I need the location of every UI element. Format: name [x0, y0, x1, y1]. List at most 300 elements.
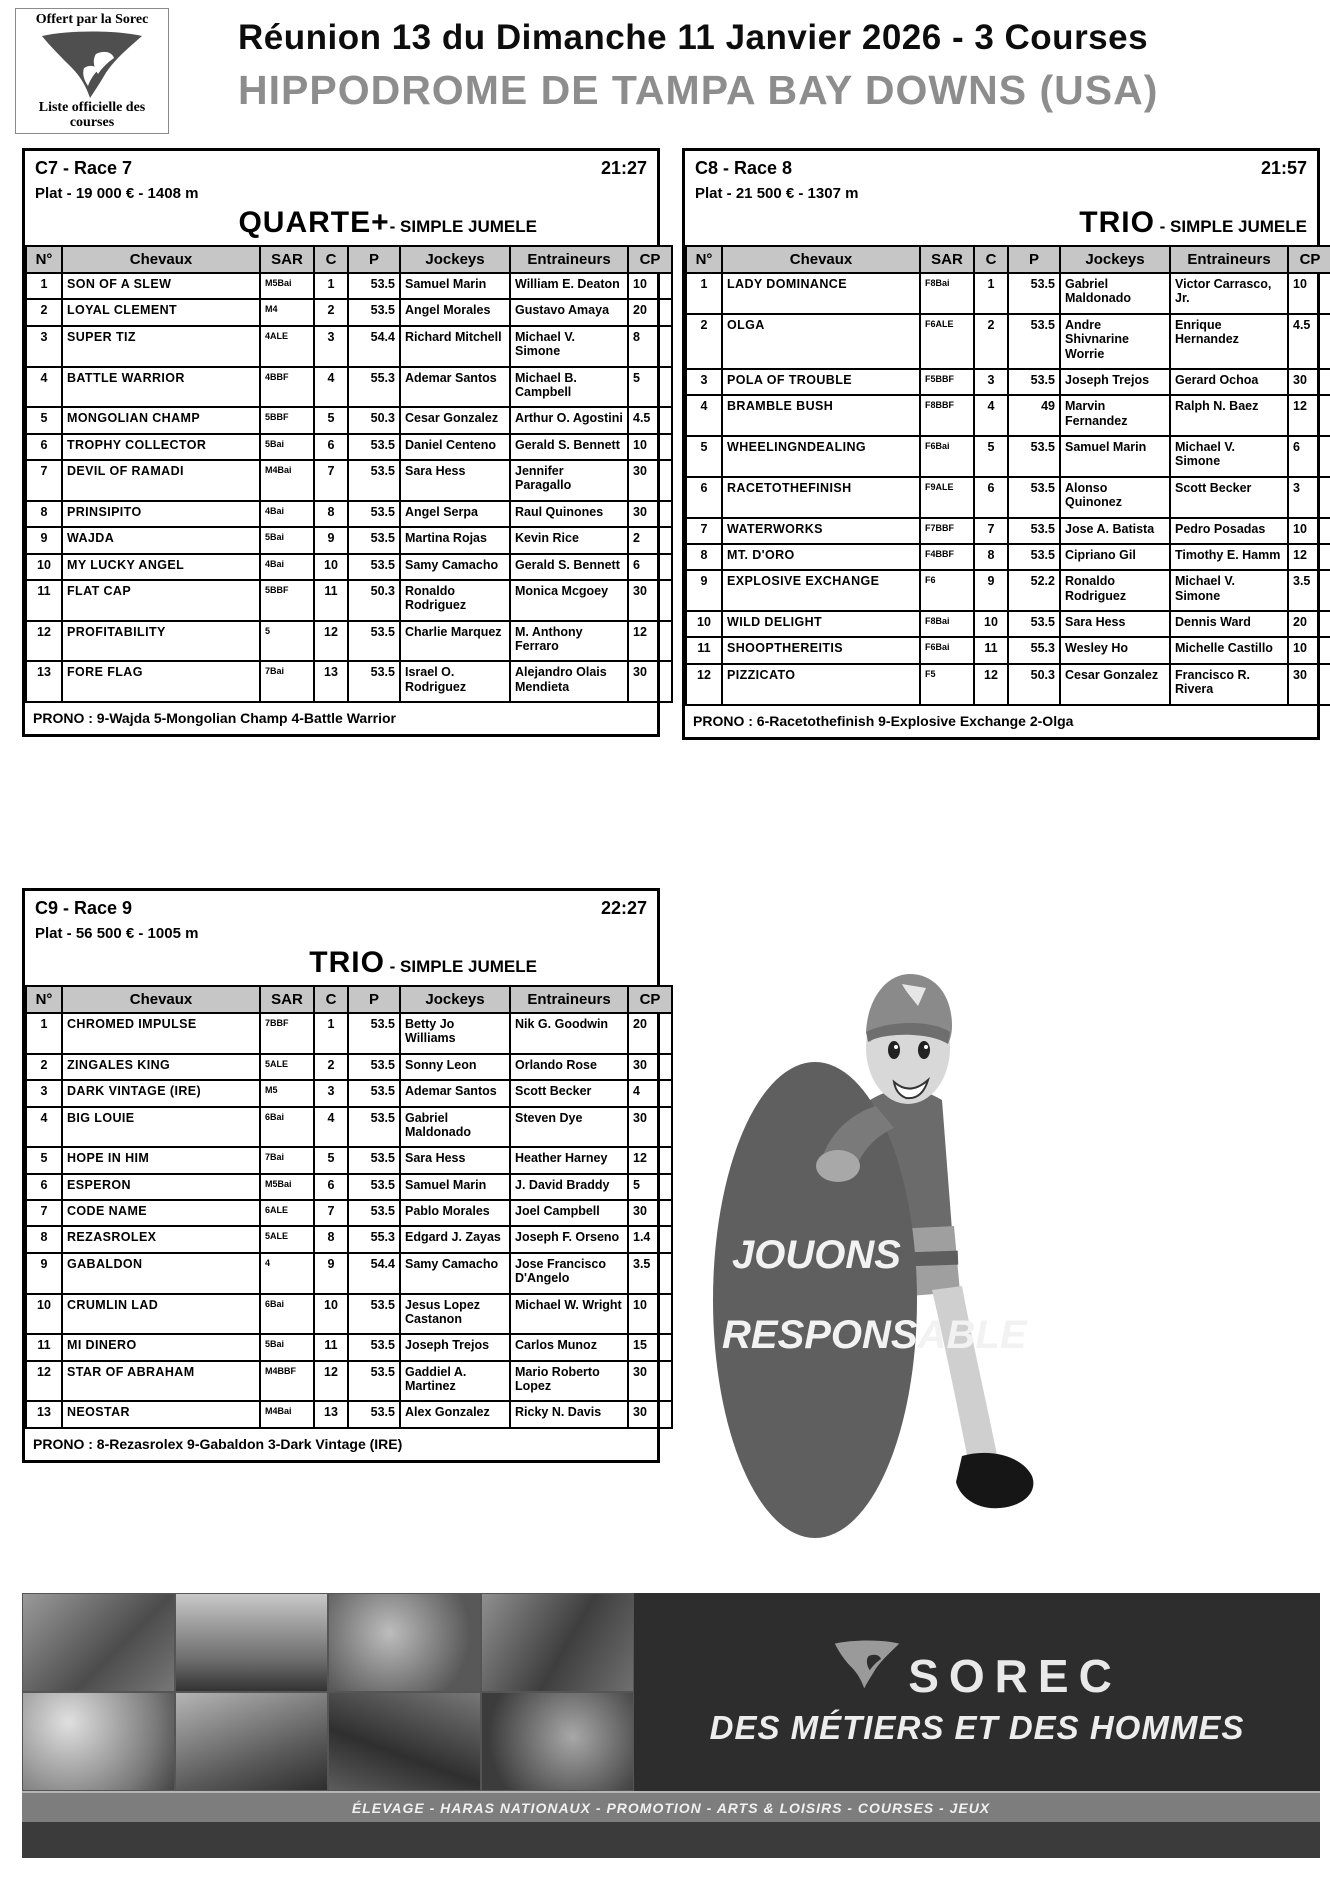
prono-line: PRONO : 6-Racetothefinish 9-Explosive Exchange 2-Olga	[693, 712, 1074, 729]
col-c: C	[314, 986, 348, 1013]
runner-number: 10	[26, 1294, 62, 1335]
sar-code: M4BBF	[260, 1361, 314, 1402]
trainer-name: Heather Harney	[510, 1147, 628, 1173]
cp-odds: 5	[628, 1174, 672, 1200]
weight-value: 53.5	[348, 273, 400, 299]
runner-number: 2	[26, 1054, 62, 1080]
jockey-name: Sonny Leon	[400, 1054, 510, 1080]
banner-bottom-bar	[22, 1822, 1320, 1858]
c-number: 13	[314, 1401, 348, 1427]
c-number: 12	[314, 621, 348, 662]
cp-odds: 10	[628, 273, 672, 299]
weight-value: 53.5	[348, 1013, 400, 1054]
trainer-name: Scott Becker	[510, 1080, 628, 1106]
sar-code: 4	[260, 1253, 314, 1294]
horse-name: WILD DELIGHT	[722, 611, 920, 637]
cp-odds: 30	[1288, 664, 1330, 705]
horse-name: MONGOLIAN CHAMP	[62, 407, 260, 433]
weight-value: 55.3	[1008, 637, 1060, 663]
runner-row	[26, 501, 672, 527]
horse-name: BRAMBLE BUSH	[722, 395, 920, 436]
sar-code: 5Bai	[260, 1334, 314, 1360]
col-p: P	[1008, 246, 1060, 273]
runner-number: 2	[26, 299, 62, 325]
runner-number: 1	[686, 273, 722, 314]
col-jockeys: Jockeys	[400, 246, 510, 273]
horse-name: PIZZICATO	[722, 664, 920, 705]
horse-name: LADY DOMINANCE	[722, 273, 920, 314]
horse-name: CODE NAME	[62, 1200, 260, 1226]
cp-odds: 1.4	[628, 1226, 672, 1252]
sar-code: F6	[920, 570, 974, 611]
runners-table	[25, 985, 673, 1429]
c-number: 2	[314, 299, 348, 325]
sar-code: F8Bai	[920, 611, 974, 637]
cp-odds: 10	[1288, 637, 1330, 663]
weight-value: 54.4	[348, 1253, 400, 1294]
trainer-name: M. Anthony Ferraro	[510, 621, 628, 662]
jockey-name: Angel Serpa	[400, 501, 510, 527]
sar-code: 6ALE	[260, 1200, 314, 1226]
sar-code: 4Bai	[260, 501, 314, 527]
weight-value: 53.5	[1008, 314, 1060, 369]
weight-value: 53.5	[348, 1401, 400, 1427]
runner-row	[26, 554, 672, 580]
jockey-name: Sara Hess	[1060, 611, 1170, 637]
trainer-name: Gustavo Amaya	[510, 299, 628, 325]
weight-value: 53.5	[348, 299, 400, 325]
trainer-name: Pedro Posadas	[1170, 518, 1288, 544]
trainer-name: Victor Carrasco, Jr.	[1170, 273, 1288, 314]
bet-type	[25, 942, 657, 983]
prono-line: PRONO : 8-Rezasrolex 9-Gabaldon 3-Dark Vintage (IRE)	[33, 1435, 403, 1452]
jockey-name: Ademar Santos	[400, 1080, 510, 1106]
runner-row	[686, 664, 1330, 705]
runner-number: 9	[26, 1253, 62, 1294]
col-cp: CP	[628, 986, 672, 1013]
jockey-name: Joseph Trejos	[1060, 369, 1170, 395]
weight-value: 52.2	[1008, 570, 1060, 611]
col-horses: Chevaux	[62, 986, 260, 1013]
cp-odds: 30	[628, 460, 672, 501]
c-number: 2	[314, 1054, 348, 1080]
weight-value: 53.5	[348, 554, 400, 580]
sar-code: F8BBF	[920, 395, 974, 436]
trainer-name: Jose Francisco D'Angelo	[510, 1253, 628, 1294]
col-sar: SAR	[920, 246, 974, 273]
runner-row	[26, 299, 672, 325]
sar-code: 5BBF	[260, 580, 314, 621]
runner-row	[686, 395, 1330, 436]
cp-odds: 6	[1288, 436, 1330, 477]
col-p: P	[348, 246, 400, 273]
cp-odds: 3	[1288, 477, 1330, 518]
runner-row	[26, 1147, 672, 1173]
runner-row	[26, 621, 672, 662]
c-number: 5	[974, 436, 1008, 477]
runner-row	[26, 1253, 672, 1294]
cp-odds: 2	[628, 527, 672, 553]
weight-value: 53.5	[348, 621, 400, 662]
runner-number: 12	[26, 1361, 62, 1402]
runner-number: 8	[26, 1226, 62, 1252]
sar-code: 7BBF	[260, 1013, 314, 1054]
runner-row	[26, 273, 672, 299]
runner-row	[26, 367, 672, 408]
race-title: C8 - Race 8	[695, 158, 793, 178]
runner-row	[26, 1226, 672, 1252]
runner-row	[686, 273, 1330, 314]
runner-number: 9	[686, 570, 722, 611]
sorec-brand-name: SOREC	[908, 1650, 1122, 1702]
runners-table	[685, 245, 1330, 706]
weight-value: 53.5	[348, 527, 400, 553]
sar-code: F8Bai	[920, 273, 974, 314]
race-box-c8	[682, 148, 1320, 740]
horse-name: TROPHY COLLECTOR	[62, 434, 260, 460]
trainer-name: Timothy E. Hamm	[1170, 544, 1288, 570]
trainer-name: Carlos Munoz	[510, 1334, 628, 1360]
c-number: 2	[974, 314, 1008, 369]
cp-odds: 30	[628, 661, 672, 702]
cp-odds: 12	[628, 1147, 672, 1173]
runner-number: 5	[686, 436, 722, 477]
col-c: C	[314, 246, 348, 273]
sar-code: 4BBF	[260, 367, 314, 408]
weight-value: 53.5	[348, 661, 400, 702]
runner-number: 11	[686, 637, 722, 663]
runner-row	[26, 661, 672, 702]
runner-number: 8	[26, 501, 62, 527]
cp-odds: 15	[628, 1334, 672, 1360]
runner-number: 1	[26, 1013, 62, 1054]
trainer-name: Joseph F. Orseno	[510, 1226, 628, 1252]
weight-value: 53.5	[1008, 518, 1060, 544]
sorec-logo-box	[15, 8, 169, 134]
runner-row	[686, 637, 1330, 663]
runner-number: 6	[26, 1174, 62, 1200]
weight-value: 53.5	[348, 501, 400, 527]
trainer-name: J. David Braddy	[510, 1174, 628, 1200]
race-box-c9	[22, 888, 660, 1463]
trainer-name: Arthur O. Agostini	[510, 407, 628, 433]
trainer-name: Michael V. Simone	[1170, 570, 1288, 611]
runner-row	[686, 611, 1330, 637]
col-sar: SAR	[260, 986, 314, 1013]
trainer-name: Raul Quinones	[510, 501, 628, 527]
trainer-name: Gerald S. Bennett	[510, 554, 628, 580]
horse-name: SON OF A SLEW	[62, 273, 260, 299]
runner-row	[26, 1174, 672, 1200]
jockey-name: Martina Rojas	[400, 527, 510, 553]
cp-odds: 6	[628, 554, 672, 580]
horse-name: PROFITABILITY	[62, 621, 260, 662]
cp-odds: 5	[628, 367, 672, 408]
col-jockeys: Jockeys	[400, 986, 510, 1013]
c-number: 10	[314, 1294, 348, 1335]
jockey-name: Ronaldo Rodriguez	[1060, 570, 1170, 611]
sar-code: 6Bai	[260, 1294, 314, 1335]
weight-value: 53.5	[348, 1294, 400, 1335]
horse-name: BIG LOUIE	[62, 1107, 260, 1148]
weight-value: 49	[1008, 395, 1060, 436]
runner-row	[686, 436, 1330, 477]
weight-value: 53.5	[1008, 436, 1060, 477]
jockey-name: Richard Mitchell	[400, 326, 510, 367]
horse-name: FLAT CAP	[62, 580, 260, 621]
c-number: 7	[314, 460, 348, 501]
sar-code: F6Bai	[920, 637, 974, 663]
sorec-brand-panel	[634, 1593, 1320, 1791]
horse-name: MY LUCKY ANGEL	[62, 554, 260, 580]
trainer-name: Ricky N. Davis	[510, 1401, 628, 1427]
jockey-name: Sara Hess	[400, 1147, 510, 1173]
cp-odds: 10	[1288, 518, 1330, 544]
cp-odds: 3.5	[628, 1253, 672, 1294]
horse-name: DARK VINTAGE (IRE)	[62, 1080, 260, 1106]
trainer-name: Steven Dye	[510, 1107, 628, 1148]
weight-value: 53.5	[1008, 477, 1060, 518]
trainer-name: Monica Mcgoey	[510, 580, 628, 621]
jockey-name: Ronaldo Rodriguez	[400, 580, 510, 621]
jockey-name: Joseph Trejos	[400, 1334, 510, 1360]
cp-odds: 20	[628, 299, 672, 325]
horse-name: MI DINERO	[62, 1334, 260, 1360]
c-number: 5	[314, 407, 348, 433]
sorec-swoosh-icon	[832, 1637, 902, 1695]
runner-number: 6	[686, 477, 722, 518]
horse-name: MT. D'ORO	[722, 544, 920, 570]
col-sar: SAR	[260, 246, 314, 273]
cp-odds: 4.5	[628, 407, 672, 433]
c-number: 8	[974, 544, 1008, 570]
jockey-name: Gabriel Maldonado	[1060, 273, 1170, 314]
horse-name: WHEELINGNDEALING	[722, 436, 920, 477]
runner-number: 5	[26, 1147, 62, 1173]
runner-row	[26, 1107, 672, 1148]
trainer-name: Michael W. Wright	[510, 1294, 628, 1335]
c-number: 12	[974, 664, 1008, 705]
runner-number: 4	[686, 395, 722, 436]
weight-value: 53.5	[348, 1200, 400, 1226]
sar-code: M4Bai	[260, 460, 314, 501]
trainer-name: Francisco R. Rivera	[1170, 664, 1288, 705]
jockey-name: Cipriano Gil	[1060, 544, 1170, 570]
jockey-name: Wesley Ho	[1060, 637, 1170, 663]
jockey-name: Pablo Morales	[400, 1200, 510, 1226]
bet-sub-label: - SIMPLE JUMELE	[1154, 217, 1307, 236]
horse-name: ESPERON	[62, 1174, 260, 1200]
horse-name: GABALDON	[62, 1253, 260, 1294]
bet-main-label: QUARTE+	[238, 206, 390, 239]
jockey-name: Cesar Gonzalez	[400, 407, 510, 433]
c-number: 4	[314, 1107, 348, 1148]
runner-number: 5	[26, 407, 62, 433]
sar-code: 4ALE	[260, 326, 314, 367]
prono-line: PRONO : 9-Wajda 5-Mongolian Champ 4-Battle Warrior	[33, 710, 396, 727]
sar-code: M4	[260, 299, 314, 325]
runner-number: 10	[26, 554, 62, 580]
horse-name: HOPE IN HIM	[62, 1147, 260, 1173]
runner-row	[26, 580, 672, 621]
sar-code: M5Bai	[260, 273, 314, 299]
weight-value: 53.5	[1008, 369, 1060, 395]
runners-table	[25, 245, 673, 703]
horse-name: DEVIL OF RAMADI	[62, 460, 260, 501]
runner-row	[26, 1361, 672, 1402]
sar-code: 5ALE	[260, 1054, 314, 1080]
trainer-name: William E. Deaton	[510, 273, 628, 299]
sar-code: 5ALE	[260, 1226, 314, 1252]
jockey-name: Edgard J. Zayas	[400, 1226, 510, 1252]
c-number: 1	[314, 1013, 348, 1054]
sorec-horse-logo-icon	[38, 28, 146, 100]
svg-text:JOUONS: JOUONS	[732, 1233, 901, 1277]
weight-value: 53.5	[348, 1174, 400, 1200]
race-time: 21:57	[1260, 158, 1307, 178]
trainer-name: Nik G. Goodwin	[510, 1013, 628, 1054]
jockey-name: Alex Gonzalez	[400, 1401, 510, 1427]
c-number: 11	[314, 580, 348, 621]
table-header-row	[686, 246, 1330, 273]
trainer-name: Orlando Rose	[510, 1054, 628, 1080]
trainer-name: Jennifer Paragallo	[510, 460, 628, 501]
logo-caption-top: Offert par la Sorec	[35, 12, 149, 27]
cp-odds: 8	[628, 326, 672, 367]
runner-row	[686, 544, 1330, 570]
trainer-name: Michael V. Simone	[1170, 436, 1288, 477]
horse-name: SUPER TIZ	[62, 326, 260, 367]
weight-value: 55.3	[348, 1226, 400, 1252]
jockey-mascot-icon	[680, 900, 1120, 1570]
weight-value: 53.5	[348, 460, 400, 501]
horse-name: LOYAL CLEMENT	[62, 299, 260, 325]
sar-code: F4BBF	[920, 544, 974, 570]
horse-name: WAJDA	[62, 527, 260, 553]
col-horses: Chevaux	[62, 246, 260, 273]
jockey-name: Alonso Quinonez	[1060, 477, 1170, 518]
runner-number: 2	[686, 314, 722, 369]
jockey-name: Samuel Marin	[400, 273, 510, 299]
sar-code: F5BBF	[920, 369, 974, 395]
c-number: 6	[974, 477, 1008, 518]
c-number: 11	[314, 1334, 348, 1360]
weight-value: 53.5	[348, 1334, 400, 1360]
svg-text:RESPONSABLE: RESPONSABLE	[722, 1313, 1027, 1357]
cp-odds: 10	[628, 1294, 672, 1335]
weight-value: 53.5	[348, 1107, 400, 1148]
c-number: 9	[314, 527, 348, 553]
cp-odds: 4.5	[1288, 314, 1330, 369]
runner-number: 8	[686, 544, 722, 570]
c-number: 5	[314, 1147, 348, 1173]
page-header	[238, 18, 1298, 114]
race-conditions: Plat - 21 500 € - 1307 m	[695, 185, 859, 202]
race-conditions: Plat - 56 500 € - 1005 m	[35, 925, 199, 942]
runner-row	[26, 1080, 672, 1106]
col-trainers: Entraineurs	[1170, 246, 1288, 273]
cp-odds: 30	[628, 1054, 672, 1080]
sar-code: M5	[260, 1080, 314, 1106]
sar-code: 7Bai	[260, 1147, 314, 1173]
runner-row	[686, 477, 1330, 518]
sar-code: 5Bai	[260, 434, 314, 460]
sar-code: M5Bai	[260, 1174, 314, 1200]
cp-odds: 20	[628, 1013, 672, 1054]
runner-row	[686, 314, 1330, 369]
col-number: N°	[686, 246, 722, 273]
weight-value: 53.5	[348, 1147, 400, 1173]
runner-number: 11	[26, 1334, 62, 1360]
cp-odds: 10	[628, 434, 672, 460]
cp-odds: 30	[628, 1107, 672, 1148]
c-number: 9	[314, 1253, 348, 1294]
bet-type	[685, 202, 1317, 243]
col-c: C	[974, 246, 1008, 273]
jockey-name: Samy Camacho	[400, 1253, 510, 1294]
categories-text: ÉLEVAGE - HARAS NATIONAUX - PROMOTION - ARTS & LOISIRS - COURSES - JEUX	[351, 1799, 991, 1816]
runner-number: 13	[26, 661, 62, 702]
sar-code: 5	[260, 621, 314, 662]
cp-odds: 30	[628, 501, 672, 527]
cp-odds: 30	[628, 1361, 672, 1402]
cp-odds: 20	[1288, 611, 1330, 637]
col-trainers: Entraineurs	[510, 986, 628, 1013]
c-number: 3	[314, 326, 348, 367]
cp-odds: 3.5	[1288, 570, 1330, 611]
weight-value: 55.3	[348, 367, 400, 408]
bet-main-label: TRIO	[1079, 206, 1155, 239]
runner-number: 7	[26, 1200, 62, 1226]
c-number: 9	[974, 570, 1008, 611]
runner-row	[26, 1013, 672, 1054]
runner-number: 11	[26, 580, 62, 621]
c-number: 1	[314, 273, 348, 299]
runner-row	[26, 1334, 672, 1360]
sar-code: 7Bai	[260, 661, 314, 702]
race-time: 21:27	[600, 158, 647, 178]
weight-value: 50.3	[348, 407, 400, 433]
trainer-name: Michelle Castillo	[1170, 637, 1288, 663]
c-number: 13	[314, 661, 348, 702]
c-number: 4	[314, 367, 348, 408]
cp-odds: 30	[628, 1401, 672, 1427]
col-p: P	[348, 986, 400, 1013]
meeting-title: Réunion 13 du Dimanche 11 Janvier 2026 - 3 Courses	[238, 18, 1149, 57]
cp-odds: 30	[1288, 369, 1330, 395]
col-trainers: Entraineurs	[510, 246, 628, 273]
col-number: N°	[26, 246, 62, 273]
runner-number: 1	[26, 273, 62, 299]
runner-row	[26, 1054, 672, 1080]
horse-name: BATTLE WARRIOR	[62, 367, 260, 408]
c-number: 10	[314, 554, 348, 580]
weight-value: 53.5	[348, 1361, 400, 1402]
bet-main-label: TRIO	[309, 946, 385, 979]
table-header-row	[26, 246, 672, 273]
horse-name: FORE FLAG	[62, 661, 260, 702]
sar-code: F5	[920, 664, 974, 705]
trainer-name: Gerald S. Bennett	[510, 434, 628, 460]
runner-row	[686, 518, 1330, 544]
hippodrome-title: HIPPODROME DE TAMPA BAY DOWNS (USA)	[238, 67, 1159, 113]
c-number: 1	[974, 273, 1008, 314]
sar-code: F6ALE	[920, 314, 974, 369]
c-number: 6	[314, 1174, 348, 1200]
sorec-slogan: DES MÉTIERS ET DES HOMMES	[709, 1709, 1245, 1746]
runner-number: 10	[686, 611, 722, 637]
weight-value: 50.3	[1008, 664, 1060, 705]
